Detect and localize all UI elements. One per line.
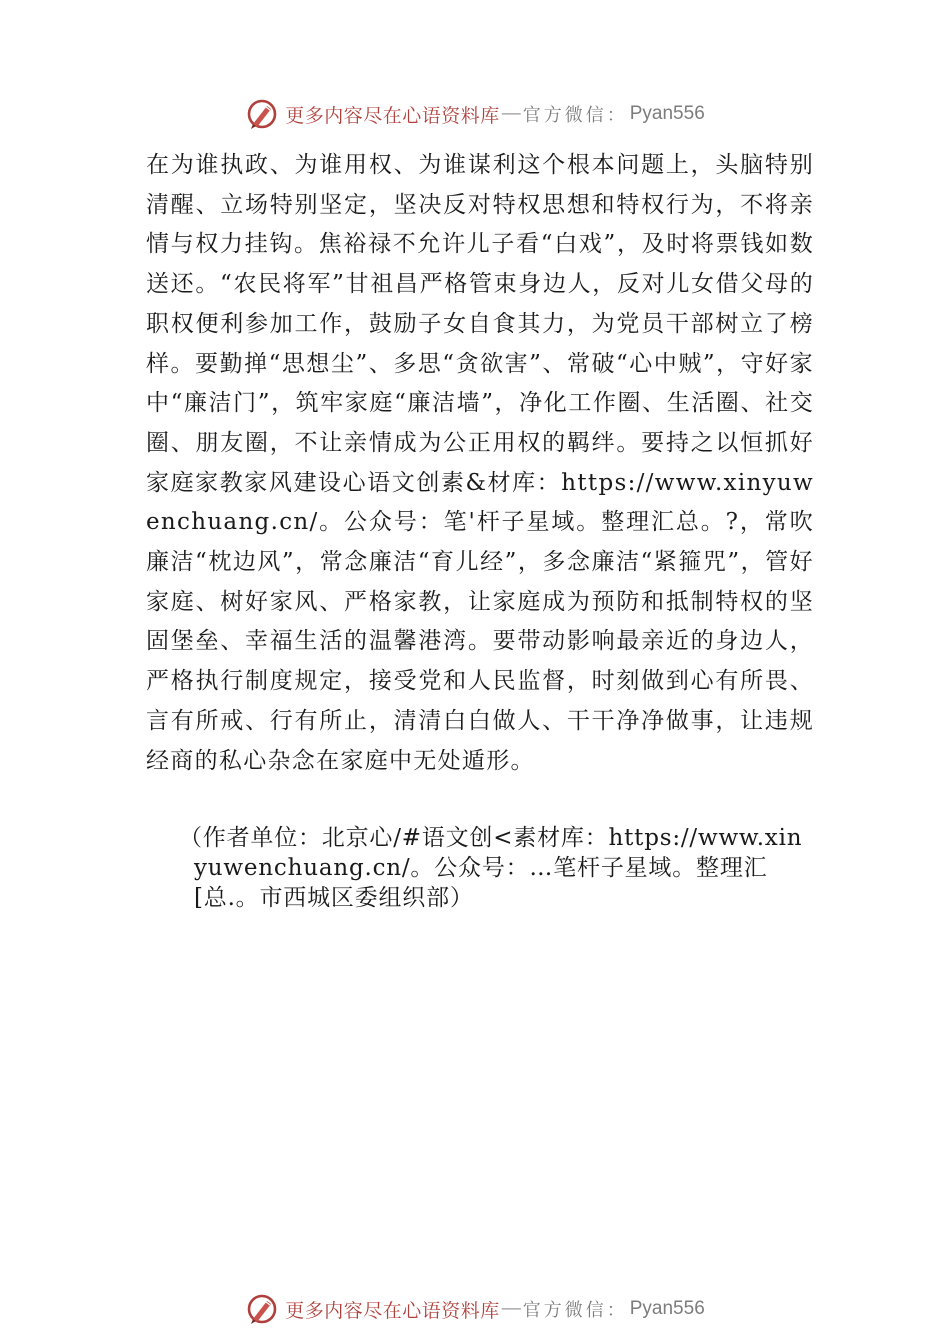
pen-circle-logo-icon — [245, 97, 279, 131]
author-note-text: （作者单位：北京心/#语文创<素材库：https://www.xinyuwenchuang.cn/。公众号：…笔杆子星域。整理汇[总.。市西城区委组织部） — [179, 825, 803, 911]
footer-contact-label: 官方微信： — [522, 1300, 628, 1321]
pen-circle-logo-icon — [245, 1292, 279, 1326]
footer-contact-id: Pyan556 — [629, 1298, 705, 1319]
footer-site-name: 更多内容尽在心语资料库 — [285, 1299, 500, 1322]
footer-banner — [0, 1289, 950, 1329]
banner-site-name: 更多内容尽在心语资料库 — [285, 104, 500, 127]
banner-contact-id: Pyan556 — [629, 103, 705, 124]
banner-contact-label: 官方微信： — [522, 105, 628, 126]
header-banner — [0, 94, 950, 134]
banner-dash: — — [501, 103, 521, 124]
footer-dash: — — [501, 1298, 521, 1319]
author-note — [179, 823, 814, 913]
article-paragraph: 在为谁执政、为谁用权、为谁谋利这个根本问题上，头脑特别清醒、立场特别坚定，坚决反对特权思想和特权行为，不将亲情与权力挂钩。焦裕禄不允许儿子看“白戏”，及时将票钱如数送还。“农民将军”甘祖昌严格管束身边人，反对儿女借父母的职权便利参加工作，鼓励子女自食其力，为党员干部树立了榜样。要勤掸“思想尘”、多思“贪欲害”、常破“心中贼”，守好家中“廉洁门”，筑牢家庭“廉洁墙”，净化工作圈、生活圈、社交圈、朋友圈，不让亲情成为公正用权的羁绊。要持之以恒抓好家庭家教家风建设心语文创素&材库：https://www.xinyuwenchuang.cn/。公众号：笔'杆子星域。整理汇总。?，常吹廉洁“枕边风”，常念廉洁“育儿经”，多念廉洁“紧箍咒”，管好家庭、树好家风、严格家教，让家庭成为预防和抵制特权的坚固堡垒、幸福生活的温馨港湾。要带动影响最亲近的身边人，严格执行制度规定，接受党和人民监督，时刻做到心有所畏、言有所戒、行有所止，清清白白做人、干干净净做事，让违规经商的私心杂念在家庭中无处遁形。 — [146, 152, 814, 774]
